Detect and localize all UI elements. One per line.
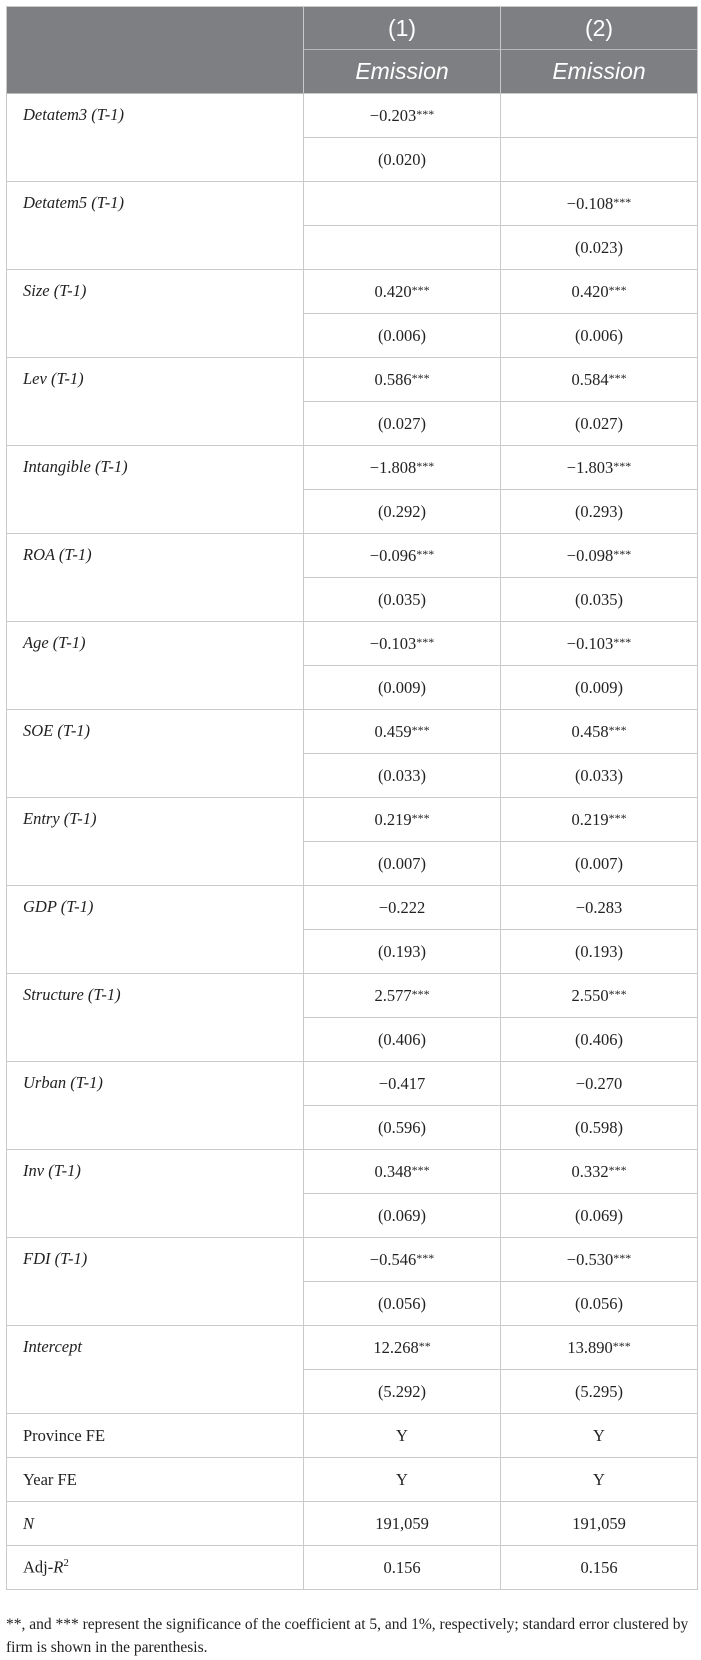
- table-row: [7, 1326, 698, 1370]
- significance-stars: ***: [608, 986, 627, 1001]
- std-error-col2: (0.035): [501, 578, 698, 622]
- value-col1: 191,059: [304, 1502, 501, 1546]
- significance-stars: ***: [608, 1162, 627, 1177]
- std-error-col2: (0.069): [501, 1194, 698, 1238]
- significance-stars: ***: [411, 722, 430, 737]
- coef-col1: [304, 1238, 501, 1282]
- coef-col1: [304, 358, 501, 402]
- coef-col1: [304, 1150, 501, 1194]
- coef-col1: [304, 94, 501, 138]
- table-row: [7, 798, 698, 842]
- std-error-col2: (0.193): [501, 930, 698, 974]
- table-row: [7, 446, 698, 490]
- header-col2-number: (2): [501, 7, 698, 50]
- variable-label: N: [7, 1502, 304, 1546]
- coef-col1: [304, 1326, 501, 1370]
- std-error-col2: (0.006): [501, 314, 698, 358]
- table-row: [7, 1062, 698, 1106]
- variable-label: Age (T-1): [7, 622, 304, 710]
- coefficient-value: −1.808: [369, 457, 417, 477]
- value-col1: Y: [304, 1414, 501, 1458]
- table-row: [7, 710, 698, 754]
- variable-label: ROA (T-1): [7, 534, 304, 622]
- std-error-col1: (0.035): [304, 578, 501, 622]
- table-row: [7, 182, 698, 226]
- coef-col2: [501, 1326, 698, 1370]
- variable-label: Urban (T-1): [7, 1062, 304, 1150]
- variable-label: FDI (T-1): [7, 1238, 304, 1326]
- value-col2: Y: [501, 1458, 698, 1502]
- variable-label: Intangible (T-1): [7, 446, 304, 534]
- coefficient-value: 0.219: [571, 809, 609, 829]
- variable-label: Province FE: [7, 1414, 304, 1458]
- variable-label: SOE (T-1): [7, 710, 304, 798]
- coef-col2: [501, 446, 698, 490]
- coef-col2: [501, 358, 698, 402]
- coef-col2: [501, 1062, 698, 1106]
- table-body: [7, 94, 698, 1590]
- coef-col1: [304, 798, 501, 842]
- variable-label: Size (T-1): [7, 270, 304, 358]
- coefficient-value: −0.546: [369, 1249, 417, 1269]
- std-error-col1: (0.009): [304, 666, 501, 710]
- coef-col2: [501, 1238, 698, 1282]
- table-row: [7, 358, 698, 402]
- significance-stars: ***: [612, 1338, 631, 1353]
- adj-label-prefix: Adj-: [23, 1557, 54, 1577]
- coef-col1: [304, 974, 501, 1018]
- variable-label: Detatem3 (T-1): [7, 94, 304, 182]
- std-error-col1: (0.069): [304, 1194, 501, 1238]
- coefficient-value: −0.108: [566, 193, 614, 213]
- table-row: [7, 1458, 698, 1502]
- variable-label: Lev (T-1): [7, 358, 304, 446]
- std-error-col2: (5.295): [501, 1370, 698, 1414]
- coefficient-value: −0.203: [369, 105, 417, 125]
- std-error-col1: (0.020): [304, 138, 501, 182]
- header-col1-number: (1): [304, 7, 501, 50]
- std-error-col1: (0.406): [304, 1018, 501, 1062]
- regression-table: [6, 6, 698, 1590]
- coefficient-value: 0.586: [374, 369, 412, 389]
- significance-stars: ***: [416, 1250, 435, 1265]
- coef-col2: [501, 710, 698, 754]
- significance-stars: ***: [613, 194, 632, 209]
- significance-stars: ***: [411, 370, 430, 385]
- value-col1: 0.156: [304, 1546, 501, 1590]
- coefficient-value: 0.459: [374, 721, 412, 741]
- coefficient-value: −0.417: [378, 1073, 426, 1093]
- coef-col2: [501, 182, 698, 226]
- coefficient-value: 0.458: [571, 721, 609, 741]
- coef-col2: [501, 270, 698, 314]
- coef-col1: [304, 622, 501, 666]
- variable-label: Year FE: [7, 1458, 304, 1502]
- std-error-col2: [501, 138, 698, 182]
- std-error-col1: (0.292): [304, 490, 501, 534]
- table-row: [7, 1150, 698, 1194]
- value-col2: 191,059: [501, 1502, 698, 1546]
- std-error-col1: (0.006): [304, 314, 501, 358]
- significance-stars: ***: [613, 458, 632, 473]
- coefficient-value: −0.096: [369, 545, 417, 565]
- coefficient-value: 2.550: [571, 985, 609, 1005]
- std-error-col2: (0.027): [501, 402, 698, 446]
- coefficient-value: 0.420: [571, 281, 609, 301]
- significance-stars: ***: [411, 1162, 430, 1177]
- table-row: [7, 534, 698, 578]
- std-error-col2: (0.007): [501, 842, 698, 886]
- variable-label: GDP (T-1): [7, 886, 304, 974]
- significance-stars: ***: [416, 106, 435, 121]
- coef-col2: [501, 1150, 698, 1194]
- coefficient-value: −0.103: [566, 633, 614, 653]
- variable-label: Intercept: [7, 1326, 304, 1414]
- coefficient-value: −0.270: [575, 1073, 623, 1093]
- std-error-col2: (0.009): [501, 666, 698, 710]
- coefficient-value: 0.219: [374, 809, 412, 829]
- table-row: [7, 1502, 698, 1546]
- significance-stars: ***: [411, 986, 430, 1001]
- value-col2: Y: [501, 1414, 698, 1458]
- header-col2-dependent: Emission: [501, 50, 698, 94]
- coef-col2: [501, 886, 698, 930]
- table-row: [7, 1238, 698, 1282]
- header-blank-cell: [7, 7, 304, 94]
- coef-col1: [304, 534, 501, 578]
- coefficient-value: −1.803: [566, 457, 614, 477]
- significance-stars: **: [418, 1338, 431, 1353]
- significance-stars: ***: [416, 458, 435, 473]
- coef-col1: [304, 710, 501, 754]
- variable-label: Entry (T-1): [7, 798, 304, 886]
- coefficient-value: −0.283: [575, 897, 623, 917]
- header-col1-dependent: Emission: [304, 50, 501, 94]
- adj-label-var: R: [53, 1557, 64, 1577]
- table-footnote: **, and *** represent the significance of the coefficient at 5, and 1%, respectively; standard error clustered by firm is shown in the parenthesis.: [6, 1616, 689, 1656]
- coef-col2: [501, 94, 698, 138]
- coefficient-value: −0.530: [566, 1249, 614, 1269]
- std-error-col1: (0.193): [304, 930, 501, 974]
- std-error-col2: (0.023): [501, 226, 698, 270]
- std-error-col1: (0.007): [304, 842, 501, 886]
- std-error-col1: (0.033): [304, 754, 501, 798]
- table-row: [7, 886, 698, 930]
- coef-col2: [501, 974, 698, 1018]
- std-error-col1: [304, 226, 501, 270]
- significance-stars: ***: [613, 634, 632, 649]
- significance-stars: ***: [416, 634, 435, 649]
- coefficient-value: 0.348: [374, 1161, 412, 1181]
- std-error-col1: (0.056): [304, 1282, 501, 1326]
- significance-stars: ***: [411, 282, 430, 297]
- significance-stars: ***: [608, 810, 627, 825]
- coef-col1: [304, 182, 501, 226]
- coefficient-value: 0.332: [571, 1161, 609, 1181]
- std-error-col1: (5.292): [304, 1370, 501, 1414]
- adj-label-sup: 2: [63, 1557, 69, 1570]
- coefficient-value: −0.098: [566, 545, 614, 565]
- significance-stars: ***: [416, 546, 435, 561]
- variable-label: Detatem5 (T-1): [7, 182, 304, 270]
- significance-stars: ***: [411, 810, 430, 825]
- coef-col1: [304, 886, 501, 930]
- coefficient-value: 12.268: [373, 1337, 419, 1357]
- coefficient-value: 2.577: [374, 985, 412, 1005]
- table-row: [7, 270, 698, 314]
- coefficient-value: 13.890: [567, 1337, 613, 1357]
- coefficient-value: 0.420: [374, 281, 412, 301]
- std-error-col2: (0.598): [501, 1106, 698, 1150]
- table-row: [7, 622, 698, 666]
- significance-stars: ***: [613, 546, 632, 561]
- coef-col2: [501, 798, 698, 842]
- std-error-col1: (0.596): [304, 1106, 501, 1150]
- variable-label: Inv (T-1): [7, 1150, 304, 1238]
- table-row-adj-r2: [7, 1546, 698, 1590]
- coefficient-value: 0.584: [571, 369, 609, 389]
- table-row: [7, 94, 698, 138]
- coefficient-value: −0.222: [378, 897, 426, 917]
- value-col2: 0.156: [501, 1546, 698, 1590]
- coefficient-value: −0.103: [369, 633, 417, 653]
- coef-col2: [501, 534, 698, 578]
- significance-stars: ***: [608, 370, 627, 385]
- coef-col1: [304, 446, 501, 490]
- variable-label: [7, 1546, 304, 1590]
- std-error-col2: (0.056): [501, 1282, 698, 1326]
- value-col1: Y: [304, 1458, 501, 1502]
- std-error-col1: (0.027): [304, 402, 501, 446]
- coef-col2: [501, 622, 698, 666]
- table-header: [7, 7, 698, 94]
- std-error-col2: (0.293): [501, 490, 698, 534]
- variable-label: Structure (T-1): [7, 974, 304, 1062]
- table-row: [7, 1414, 698, 1458]
- std-error-col2: (0.406): [501, 1018, 698, 1062]
- coef-col1: [304, 270, 501, 314]
- significance-stars: ***: [613, 1250, 632, 1265]
- significance-stars: ***: [608, 282, 627, 297]
- table-row: [7, 974, 698, 1018]
- coef-col1: [304, 1062, 501, 1106]
- significance-stars: ***: [608, 722, 627, 737]
- std-error-col2: (0.033): [501, 754, 698, 798]
